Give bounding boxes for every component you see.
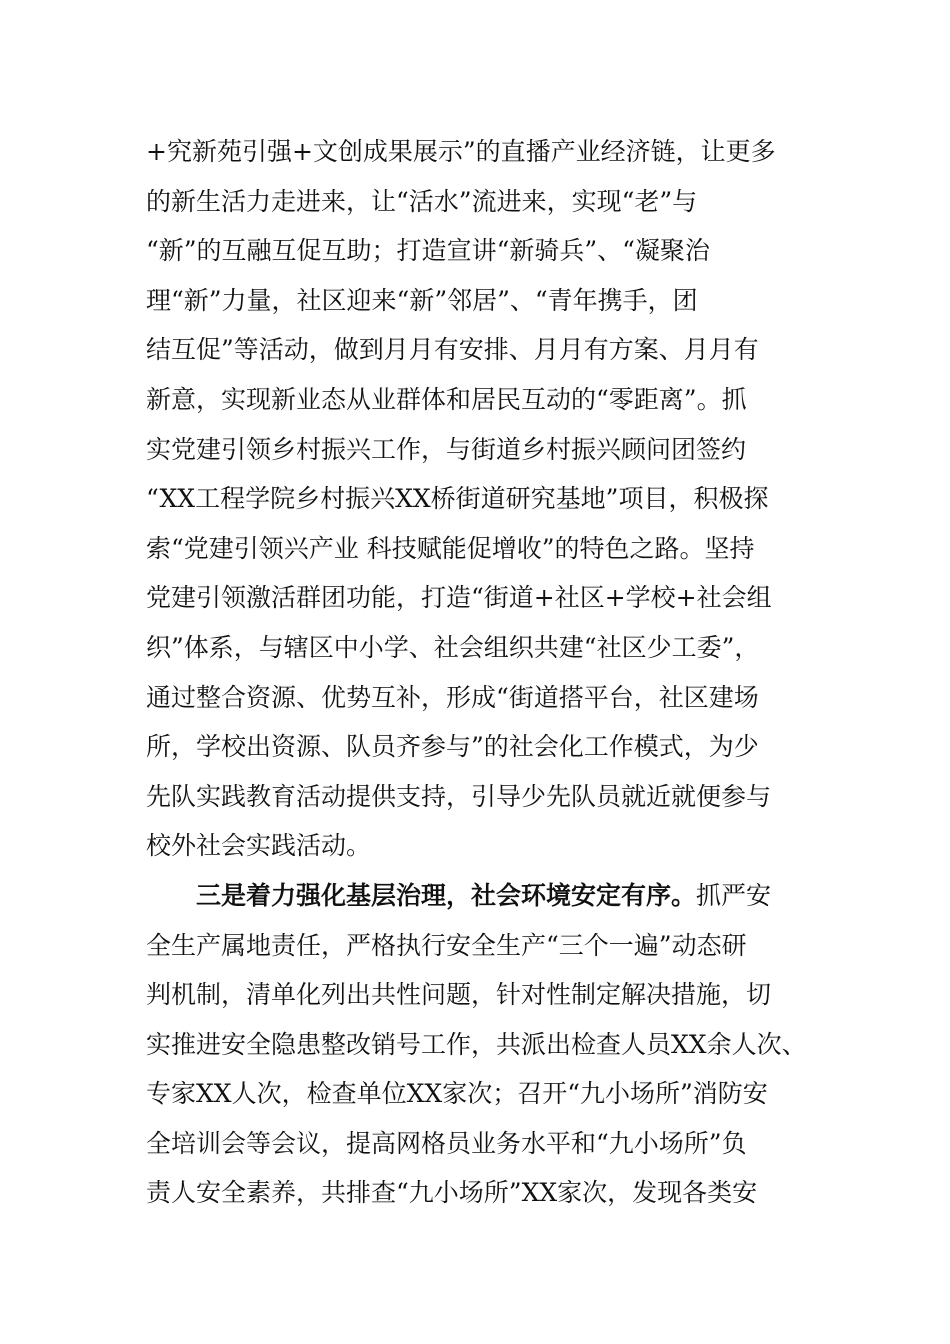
text-line: 索“党建引领兴产业 科技赋能促增收”的特色之路。坚持 xyxy=(146,533,755,563)
text-line: 实推进安全隐患整改销号工作，共派出检查人员XX余人次、 xyxy=(146,1029,807,1059)
text-line: 织”体系，与辖区中小学、社会组织共建“社区少工委”， xyxy=(146,632,760,662)
text-line: 理“新”力量，社区迎来“新”邻居”、“青年携手，团 xyxy=(146,285,698,315)
text-line: 校外社会实践活动。 xyxy=(146,831,372,861)
text-line: 责人安全素养，共排查“九小场所”XX家次，发现各类安 xyxy=(146,1178,758,1208)
section-heading-continuation: 抓严安 xyxy=(696,880,772,910)
text-line: 结互促”等活动，做到月月有安排、月月有方案、月月有 xyxy=(146,335,759,365)
text-line: 实党建引领乡村振兴工作，与街道乡村振兴顾问团签约 xyxy=(146,434,747,464)
text-line: +究新苑引强+文创成果展示”的直播产业经济链，让更多 xyxy=(146,137,776,166)
text-line: 专家XX人次，检查单位XX家次；召开“九小场所”消防安 xyxy=(146,1079,768,1109)
body-text xyxy=(146,127,816,1218)
section-heading: 三是着力强化基层治理，社会环境安定有序。 xyxy=(196,880,697,910)
text-line: 判机制，清单化列出共性问题，针对性制定解决措施，切 xyxy=(146,980,772,1010)
text-line: 的新生活力走进来，让“活水”流进来，实现“老”与 xyxy=(146,186,698,216)
section-heading-line xyxy=(146,871,816,921)
text-line: 所，学校出资源、队员齐参与”的社会化工作模式，为少 xyxy=(146,732,759,762)
text-line: 通过整合资源、优势互补，形成“街道搭平台，社区建场 xyxy=(146,682,759,712)
text-line: “新”的互融互促互助；打造宣讲“新骑兵”、“凝聚治 xyxy=(146,236,710,266)
text-line: 新意，实现新业态从业群体和居民互动的“零距离”。抓 xyxy=(146,384,747,414)
text-line: “XX工程学院乡村振兴XX桥街道研究基地”项目，积极探 xyxy=(146,484,769,514)
text-line: 全培训会等会议，提高网格员业务水平和“九小场所”负 xyxy=(146,1128,747,1158)
text-line: 先队实践教育活动提供支持，引导少先队员就近就便参与 xyxy=(146,781,772,811)
text-line: 党建引领激活群团功能，打造“街道+社区+学校+社会组 xyxy=(146,583,772,613)
text-line: 全生产属地责任，严格执行安全生产“三个一遍”动态研 xyxy=(146,930,747,960)
